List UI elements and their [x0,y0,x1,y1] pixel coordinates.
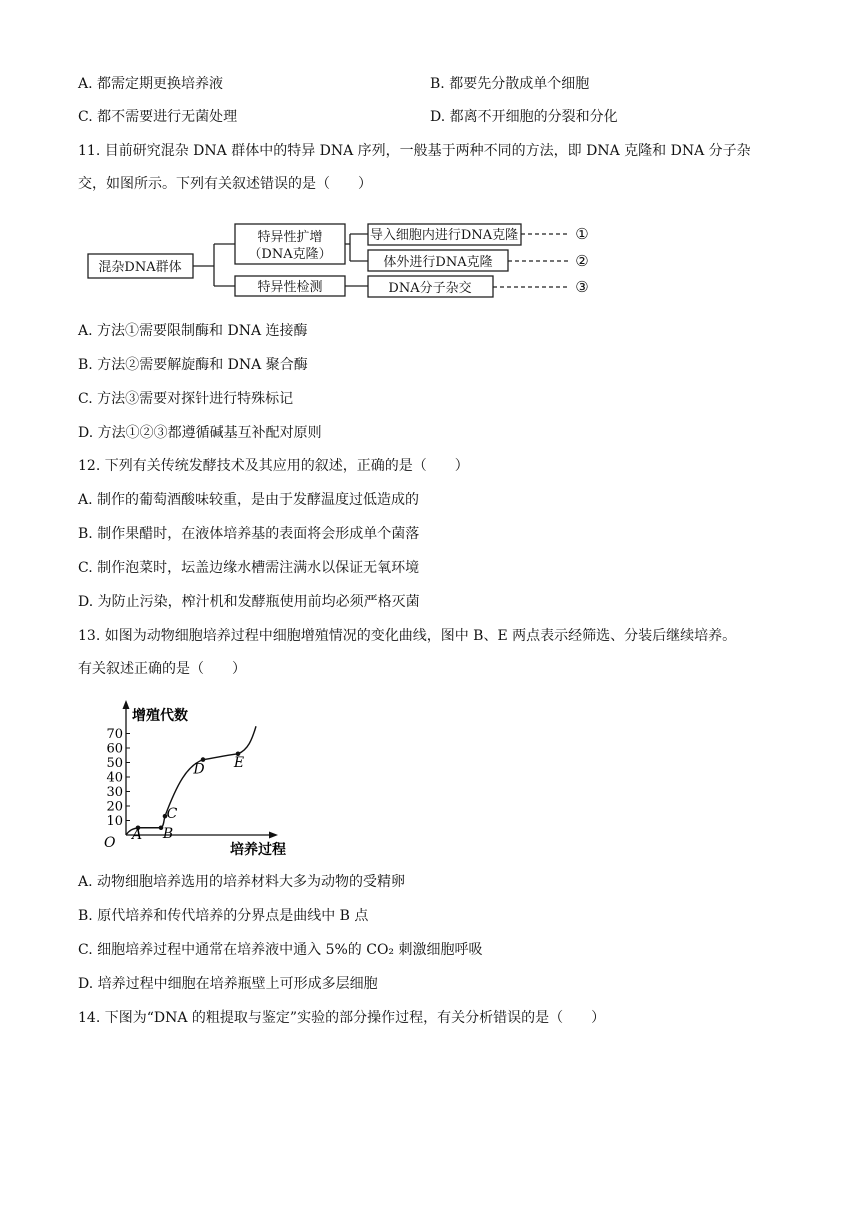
point-label-c: C [166,806,178,823]
root-label: 混杂DNA群体 [98,260,182,275]
leaf1-label: 导入细胞内进行DNA克隆 [369,228,519,243]
leaf3-label: DNA分子杂交 [388,281,472,296]
y-tick-label: 40 [106,770,123,786]
q11-stem-line2: 交，如图所示。下列有关叙述错误的是（ ） [78,176,372,192]
y-tick-label: 60 [106,741,123,757]
q11-option-a: A. 方法①需要限制酶和 DNA 连接酶 [78,323,308,339]
q12-option-a: A. 制作的葡萄酒酸味较重，是由于发酵温度过低造成的 [78,492,420,508]
origin-label: O [104,835,116,851]
growth-curve [126,726,256,835]
dna-method-flowchart [84,218,624,302]
y-tick-label: 70 [106,727,123,742]
q12-option-c: C. 制作泡菜时，坛盖边缘水槽需注满水以保证无氧环境 [78,560,420,576]
mark-3: ③ [575,278,589,296]
y-axis-arrow [123,700,130,709]
point-label-d: D [193,761,205,778]
q11-stem-line1: 11. 目前研究混杂 DNA 群体中的特异 DNA 序列，一般基于两种不同的方法，即 DNA 克隆和 DNA 分子杂 [78,143,751,159]
y-tick-label: 20 [106,799,123,815]
q13-option-a: A. 动物细胞培养选用的培养材料大多为动物的受精卵 [78,874,406,890]
y-tick-label: 10 [106,814,123,829]
x-axis-arrow [269,832,278,839]
q13-stem-line2: 有关叙述正确的是（ ） [78,661,246,677]
branch1-label-line2: （DNA克隆） [248,247,332,262]
q12-stem: 12. 下列有关传统发酵技术及其应用的叙述，正确的是（ ） [78,458,469,474]
q12-option-b: B. 制作果醋时，在液体培养基的表面将会形成单个菌落 [78,526,420,542]
q10-option-d: D. 都离不开细胞的分裂和分化 [430,109,618,125]
q14-stem: 14. 下图为“DNA 的粗提取与鉴定”实验的部分操作过程，有关分析错误的是（ ） [78,1010,606,1026]
point-label-e: E [233,754,245,771]
leaf2-label: 体外进行DNA克隆 [383,255,493,270]
q13-stem-line1: 13. 如图为动物细胞培养过程中细胞增殖情况的变化曲线，图中 B、E 两点表示经筛选、分装后继续培养。 [78,628,737,644]
q10-option-a: A. 都需定期更换培养液 [78,76,224,92]
branch2-label: 特异性检测 [257,280,323,295]
q11-option-d: D. 方法①②③都遵循碱基互补配对原则 [78,425,322,441]
q11-option-c: C. 方法③需要对探针进行特殊标记 [78,391,294,407]
q13-option-d: D. 培养过程中细胞在培养瓶壁上可形成多层细胞 [78,976,378,992]
point-label-b: B [162,825,174,842]
mark-2: ② [575,252,589,270]
point-label-a: A [131,826,143,843]
q13-option-b: B. 原代培养和传代培养的分界点是曲线中 B 点 [78,908,369,924]
q10-option-b: B. 都要先分散成单个细胞 [430,76,590,92]
q12-option-d: D. 为防止污染，榨汁机和发酵瓶使用前均必须严格灭菌 [78,594,420,610]
branch1-label-line1: 特异性扩增 [257,230,323,245]
y-axis-title: 增殖代数 [132,708,188,724]
y-tick-label: 50 [106,756,123,771]
mark-1: ① [575,225,589,243]
y-tick-label: 30 [106,785,123,800]
q11-option-b: B. 方法②需要解旋酶和 DNA 聚合酶 [78,357,308,373]
q10-option-c: C. 都不需要进行无菌处理 [78,109,238,125]
cell-proliferation-chart [94,700,294,860]
x-axis-title: 培养过程 [230,842,286,858]
q13-option-c: C. 细胞培养过程中通常在培养液中通入 5%的 CO₂ 刺激细胞呼吸 [78,942,483,958]
